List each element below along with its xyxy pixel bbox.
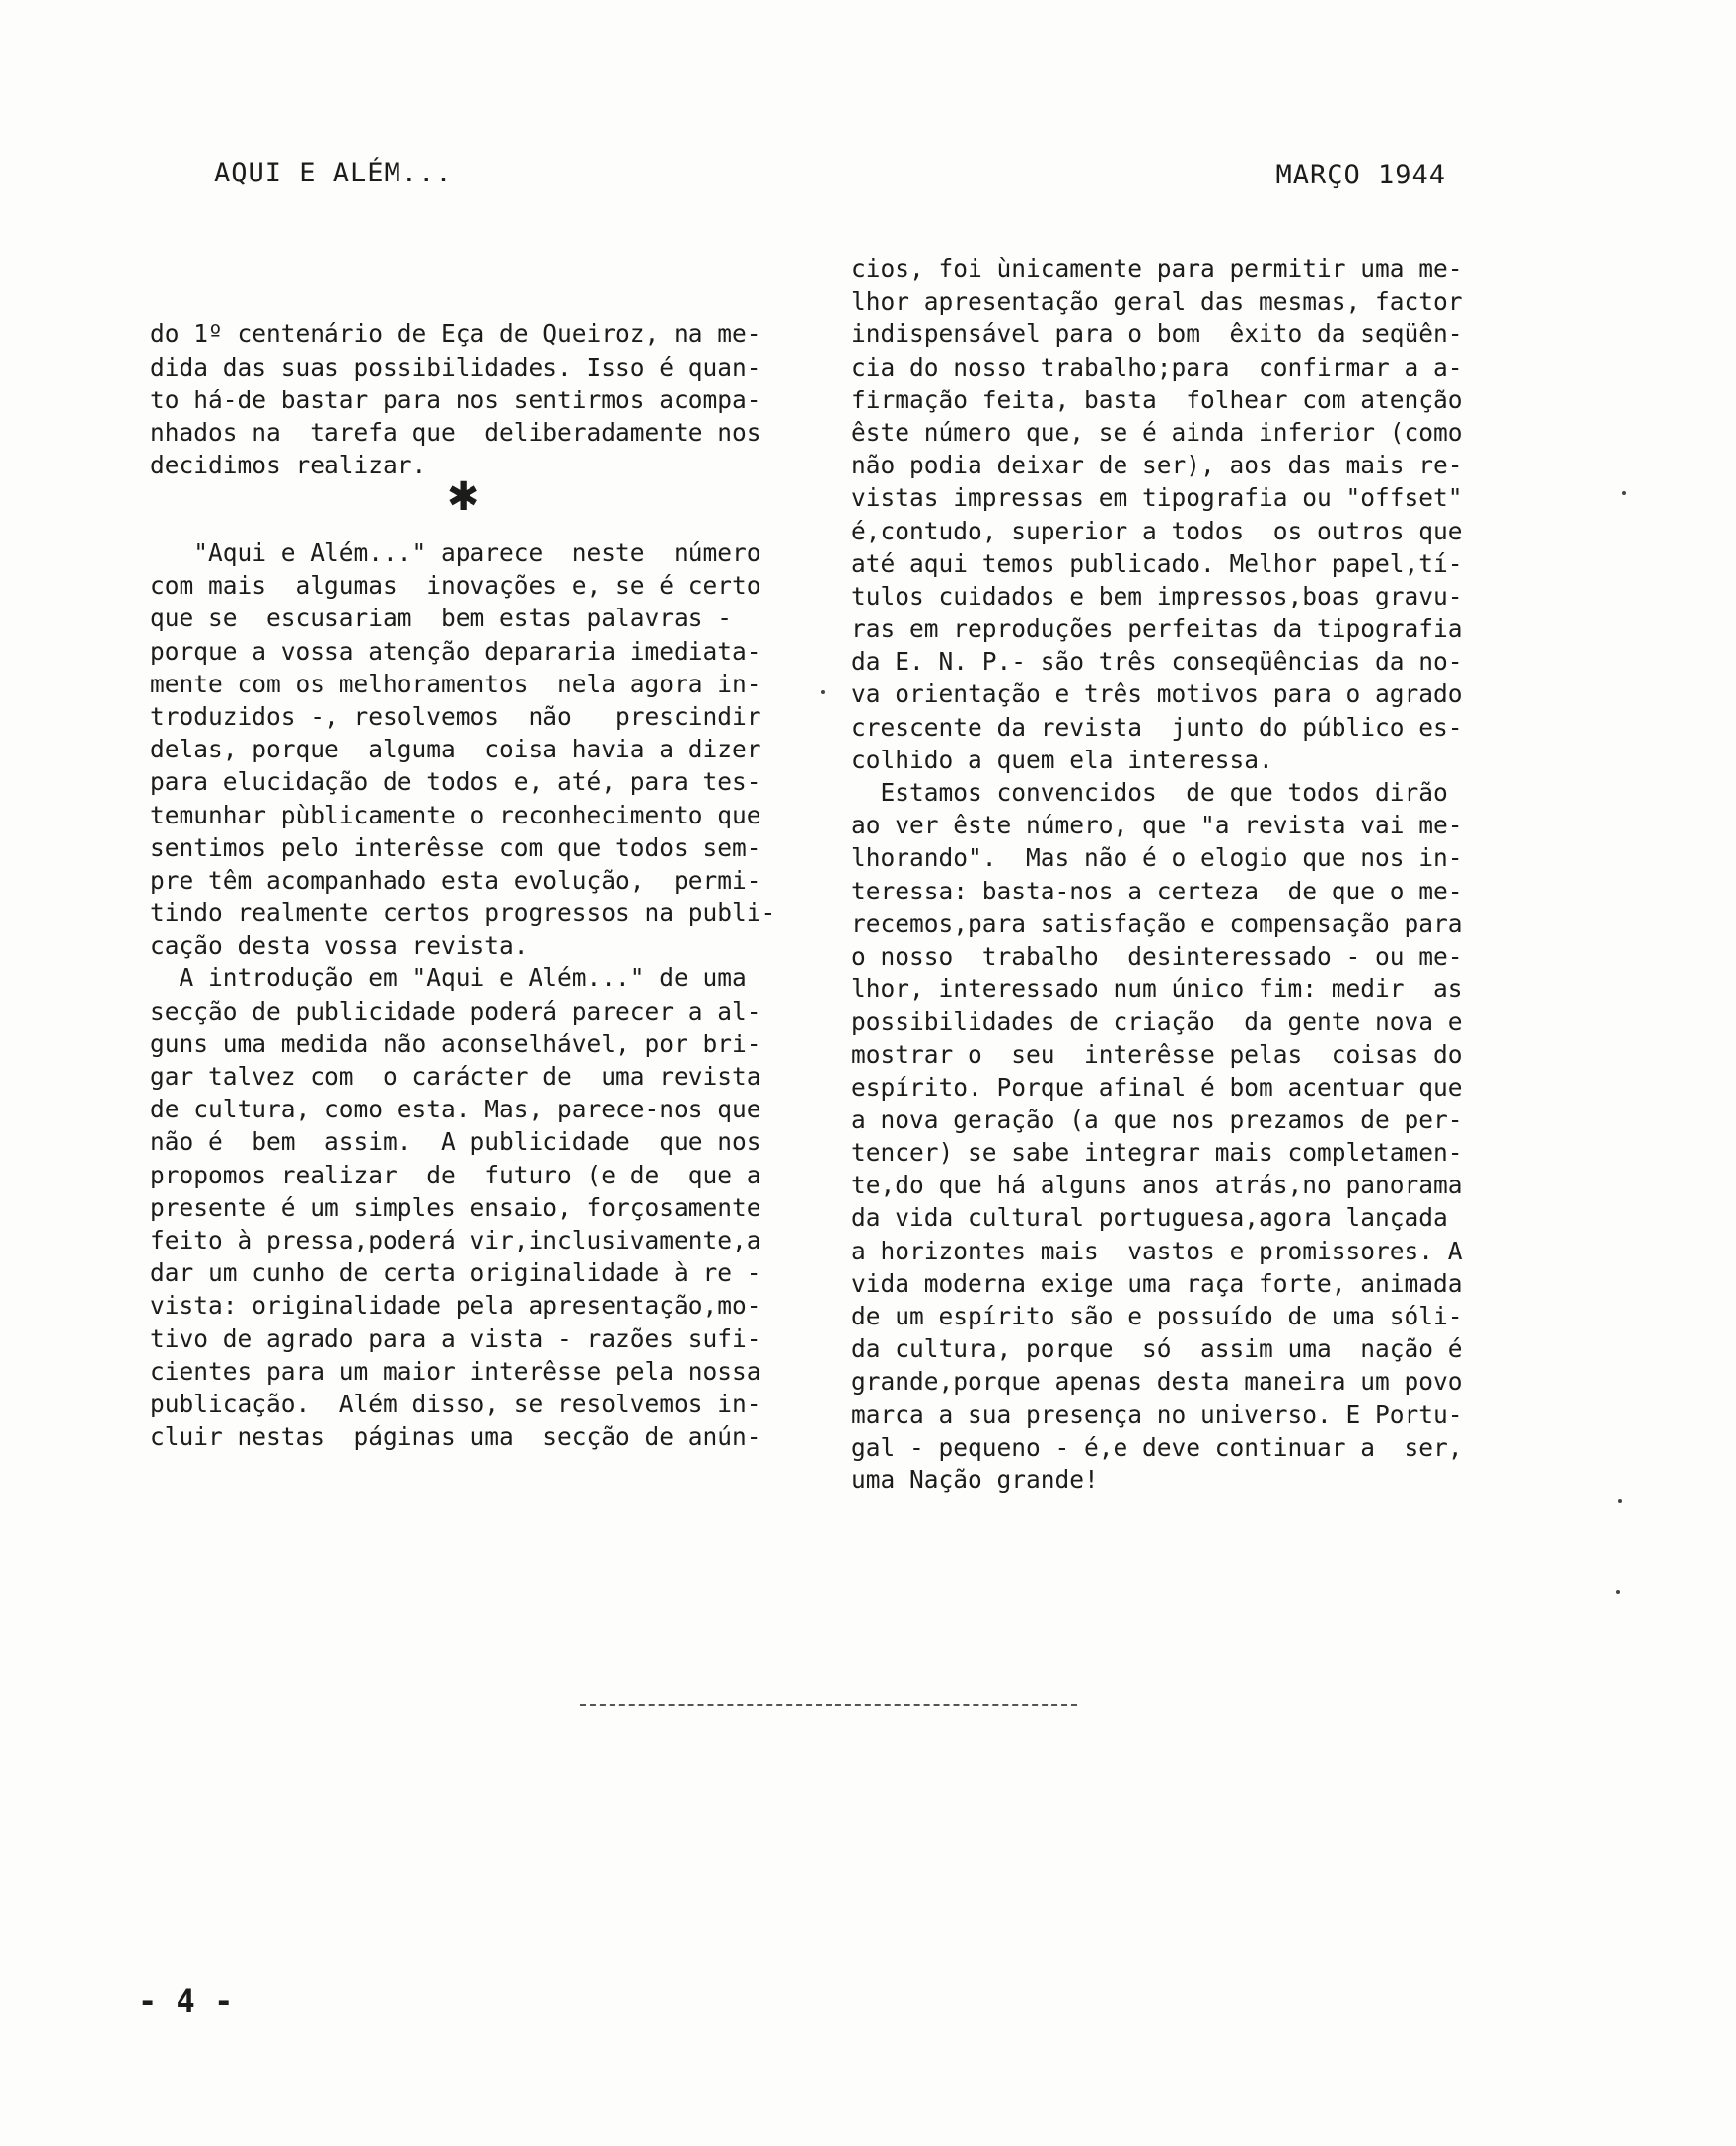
text-line: va orientação e três motivos para o agrado	[851, 680, 1463, 709]
text-line: guns uma medida não aconselhável, por bri-	[150, 1029, 761, 1058]
issue-date: MARÇO 1944	[1275, 160, 1446, 190]
text-line: da cultura, porque só assim uma nação é	[851, 1334, 1463, 1364]
text-line: decidimos realizar.	[150, 451, 427, 480]
text-line: vistas impressas em tipografia ou "offset"	[851, 483, 1463, 513]
text-line: a horizontes mais vastos e promissores. A	[851, 1236, 1463, 1265]
page-number: - 4 -	[138, 1982, 234, 2020]
text-line: te,do que há alguns anos atrás,no panorama	[851, 1171, 1463, 1200]
text-line: não é bem assim. A publicidade que nos	[150, 1127, 761, 1157]
text-line: teressa: basta-nos a certeza de que o me-	[851, 876, 1463, 905]
text-line: mostrar o seu interêsse pelas coisas do	[851, 1039, 1463, 1069]
text-line: colhido a quem ela interessa.	[851, 745, 1273, 774]
text-line: crescente da revista junto do público es-	[851, 712, 1463, 742]
scan-speck	[821, 690, 825, 694]
text-line: nhados na tarefa que deliberadamente nos	[150, 417, 761, 447]
column-end-rule	[580, 1704, 1077, 1706]
text-line: tivo de agrado para a vista - razões sufi-	[150, 1323, 761, 1353]
text-line: cios, foi ùnicamente para permitir uma me-	[851, 254, 1463, 283]
text-line: cientes para um maior interêsse pela nossa	[150, 1356, 761, 1386]
text-line: que se escusariam bem estas palavras -	[150, 604, 733, 633]
text-line: cluir nestas páginas uma secção de anún-	[150, 1422, 761, 1452]
text-line: lhor, interessado num único fim: medir as	[851, 974, 1463, 1004]
text-line: com mais algumas inovações e, se é certo	[150, 571, 761, 601]
text-line: do 1º centenário de Eça de Queiroz, na me-	[150, 320, 761, 349]
text-line: recemos,para satisfação e compensação para	[851, 908, 1463, 938]
text-line: da vida cultural portuguesa,agora lançada	[851, 1203, 1448, 1233]
text-line: publicação. Além disso, se resolvemos in-	[150, 1389, 761, 1418]
text-line: cia do nosso trabalho;para confirmar a a-	[851, 352, 1463, 382]
text-line: da E. N. P.- são três conseqüências da no-	[851, 647, 1463, 677]
text-line: Estamos convencidos de que todos dirão	[851, 778, 1448, 807]
text-line: firmação feita, basta folhear com atenção	[851, 385, 1463, 414]
text-line: dida das suas possibilidades. Isso é quan-	[150, 352, 761, 382]
text-line: indispensável para o bom êxito da seqüên-	[851, 320, 1463, 349]
text-line: ao ver êste número, que "a revista vai me-	[851, 811, 1463, 840]
text-line: até aqui temos publicado. Melhor papel,tí-	[851, 548, 1463, 578]
left-intro-paragraph	[150, 318, 801, 481]
left-body-text	[150, 536, 775, 1453]
text-line: a nova geração (a que nos prezamos de per-	[851, 1105, 1463, 1134]
text-line: to há-de bastar para nos sentirmos acompa-	[150, 385, 761, 414]
text-line: presente é um simples ensaio, forçosamente	[150, 1192, 761, 1222]
text-line: temunhar pùblicamente o reconhecimento que	[150, 800, 761, 829]
scan-speck	[1618, 1499, 1622, 1503]
text-line: espírito. Porque afinal é bom acentuar que	[851, 1072, 1463, 1102]
text-line: gar talvez com o carácter de uma revista	[150, 1062, 761, 1091]
text-line: secção de publicidade poderá parecer a al-	[150, 996, 761, 1026]
text-line: tulos cuidados e bem impressos,boas gravu-	[851, 581, 1463, 610]
text-line: troduzidos -, resolvemos não prescindir	[150, 701, 761, 731]
right-column	[851, 252, 1532, 1496]
text-line: porque a vossa atenção depararia imediata-	[150, 636, 761, 666]
text-line: tindo realmente certos progressos na publi-	[150, 898, 776, 928]
text-line: gal - pequeno - é,e deve continuar a ser,	[851, 1432, 1463, 1462]
text-line: dar um cunho de certa originalidade à re -	[150, 1258, 761, 1288]
text-line: êste número que, se é ainda inferior (como	[851, 417, 1463, 447]
magazine-title: AQUI E ALÉM...	[214, 158, 453, 188]
text-line: possibilidades de criação da gente nova e	[851, 1007, 1463, 1037]
text-line: vista: originalidade pela apresentação,mo-	[150, 1291, 761, 1321]
section-separator-asterisk: ✱	[448, 464, 479, 523]
text-line: para elucidação de todos e, até, para tes-	[150, 767, 761, 797]
text-line: "Aqui e Além..." aparece neste número	[150, 538, 761, 567]
text-line: propomos realizar de futuro (e de que a	[150, 1160, 761, 1189]
text-line: sentimos pelo interêsse com que todos sem-	[150, 832, 761, 862]
text-line: cação desta vossa revista.	[150, 931, 529, 961]
text-line: vida moderna exige uma raça forte, animada	[851, 1268, 1463, 1298]
text-line: não podia deixar de ser), aos das mais re-	[851, 451, 1463, 480]
text-line: o nosso trabalho desinteressado - ou me-	[851, 941, 1463, 970]
text-line: marca a sua presença no universo. E Portu-	[851, 1399, 1463, 1429]
text-line: lhorando". Mas não é o elogio que nos in-	[851, 843, 1463, 873]
text-line: de um espírito são e possuído de uma sóli-	[851, 1302, 1463, 1330]
text-line: é,contudo, superior a todos os outros que	[851, 516, 1463, 545]
text-line: grande,porque apenas desta maneira um povo	[851, 1367, 1463, 1396]
text-line: uma Nação grande!	[851, 1465, 1099, 1494]
text-line: tencer) se sabe integrar mais completamen-	[851, 1138, 1463, 1168]
text-line: mente com os melhoramentos nela agora in-	[150, 669, 761, 698]
text-line: delas, porque alguma coisa havia a dizer	[150, 735, 761, 764]
scan-speck	[1622, 491, 1626, 495]
text-line: pre têm acompanhado esta evolução, permi-	[150, 865, 761, 894]
scan-speck	[1616, 1590, 1620, 1594]
text-line: de cultura, como esta. Mas, parece-nos que	[150, 1095, 761, 1124]
text-line: ras em reproduções perfeitas da tipografia	[851, 614, 1463, 644]
text-line: feito à pressa,poderá vir,inclusivamente,a	[150, 1225, 761, 1254]
text-line: lhor apresentação geral das mesmas, factor	[851, 287, 1463, 317]
text-line: A introdução em "Aqui e Além..." de uma	[150, 964, 747, 993]
